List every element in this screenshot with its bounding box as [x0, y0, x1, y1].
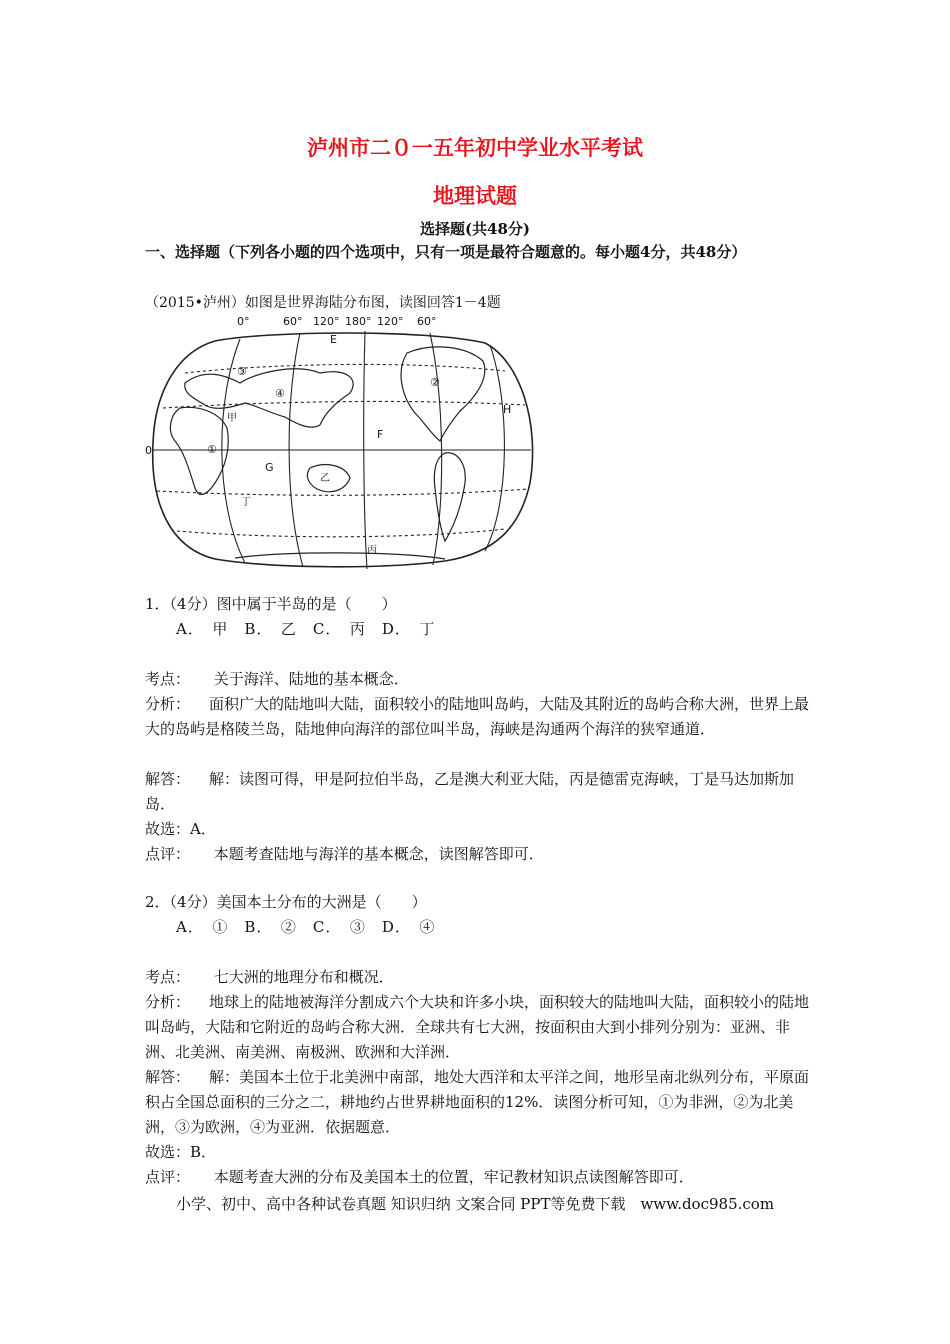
q2-jieda [145, 1065, 810, 1140]
q1-dianping [145, 842, 810, 867]
kaodian-text: 关于海洋、陆地的基本概念． [213, 670, 409, 688]
q1-fenxi [145, 692, 810, 742]
q1-stem: 1．（4分）图中属于半岛的是（ ） [145, 595, 397, 613]
exam-title: 泸州市二０一五年初中学业水平考试 [307, 135, 643, 160]
kaodian-text: 七大洲的地理分布和概况． [213, 968, 394, 986]
fenxi-label: 分析： [145, 695, 191, 713]
map-label-120w: 120° [377, 315, 404, 328]
kaodian-label: 考点： [145, 968, 191, 986]
map-letter-h: H [503, 403, 512, 416]
jieda-text: 解：美国本土位于北美洲中南部，地处大西洋和太平洋之间，地形呈南北纵列分布，平原面积占全国总面积的三分之二，耕地约占世界耕地面积的12%．读图分析可知，①为非洲，②为北美洲，③为欧洲，④为亚洲．依据题意． [145, 1068, 810, 1136]
kaodian-label: 考点： [145, 670, 191, 688]
map-hanzi-yi: 乙 [320, 473, 330, 484]
fenxi-text: 面积广大的陆地叫大陆，面积较小的陆地叫岛屿，大陆及其附近的岛屿合称大洲，世界上最大的岛屿是格陵兰岛，陆地伸向海洋的部位叫半岛，海峡是沟通两个海洋的狭窄通道． [145, 695, 810, 738]
map-num-1: ① [207, 443, 217, 456]
q2-answer: 故选：B． [145, 1143, 217, 1161]
q2-fenxi [145, 990, 810, 1065]
map-num-4: ④ [275, 387, 285, 400]
q1-answer: 故选：A． [145, 820, 216, 838]
fenxi-text: 地球上的陆地被海洋分割成六个大块和许多小块，面积较大的陆地叫大陆，面积较小的陆地叫岛屿，大陆和它附近的岛屿合称大洲．全球共有七大洲，按面积由大到小排列分别为：亚洲、非洲、北美洲、南美洲、南极洲、欧洲和大洋洲． [145, 993, 810, 1061]
map-letter-f: F [377, 428, 384, 441]
section-heading: 选择题(共48分) [419, 220, 531, 238]
map-letter-g: G [265, 461, 274, 474]
instruction-text: 一、选择题（下列各小题的四个选项中，只有一项是最符合题意的。每小题4分，共48分） [145, 243, 747, 261]
jieda-text: 解：读图可得，甲是阿拉伯半岛，乙是澳大利亚大陆，丙是德雷克海峡，丁是马达加斯加岛． [145, 770, 795, 813]
map-label-equator: 0 [145, 444, 152, 457]
dianping-label: 点评： [145, 845, 191, 863]
map-intro: （2015•泸州）如图是世界海陆分布图，读图回答1－4题 [145, 295, 501, 311]
q2-options: A． ① B． ② C． ③ D． ④ [176, 918, 436, 936]
q2-kaodian [145, 965, 810, 990]
dianping-label: 点评： [145, 1168, 191, 1186]
map-num-3: ③ [237, 365, 247, 378]
map-label-120e: 120° [313, 315, 340, 328]
q2-dianping [145, 1165, 810, 1190]
q1-options: A． 甲 B． 乙 C． 丙 D． 丁 [176, 620, 436, 638]
q2-stem: 2．（4分）美国本土分布的大洲是（ ） [145, 893, 427, 911]
map-num-2: ② [430, 376, 440, 389]
fenxi-label: 分析： [145, 993, 191, 1011]
map-label-180: 180° [345, 315, 372, 328]
map-hanzi-jia: 甲 [227, 413, 237, 424]
map-hanzi-ding: 丁 [241, 497, 251, 508]
map-letter-e: E [330, 333, 337, 346]
world-map-figure [145, 313, 535, 573]
map-label-0deg: 0° [237, 315, 250, 328]
jieda-label: 解答： [145, 770, 191, 788]
jieda-label: 解答： [145, 1068, 191, 1086]
map-hanzi-bing: 丙 [367, 545, 377, 556]
map-label-60w: 60° [417, 315, 437, 328]
q1-jieda [145, 767, 810, 817]
map-label-60e: 60° [283, 315, 303, 328]
q1-kaodian [145, 667, 810, 692]
dianping-text: 本题考查大洲的分布及美国本土的位置，牢记教材知识点读图解答即可． [213, 1168, 694, 1186]
exam-subtitle: 地理试题 [433, 183, 517, 208]
page-footer: 小学、初中、高中各种试卷真题 知识归纳 文案合同 PPT等免费下载 www.doc985.com [175, 1195, 775, 1213]
dianping-text: 本题考查陆地与海洋的基本概念，读图解答即可． [213, 845, 544, 863]
